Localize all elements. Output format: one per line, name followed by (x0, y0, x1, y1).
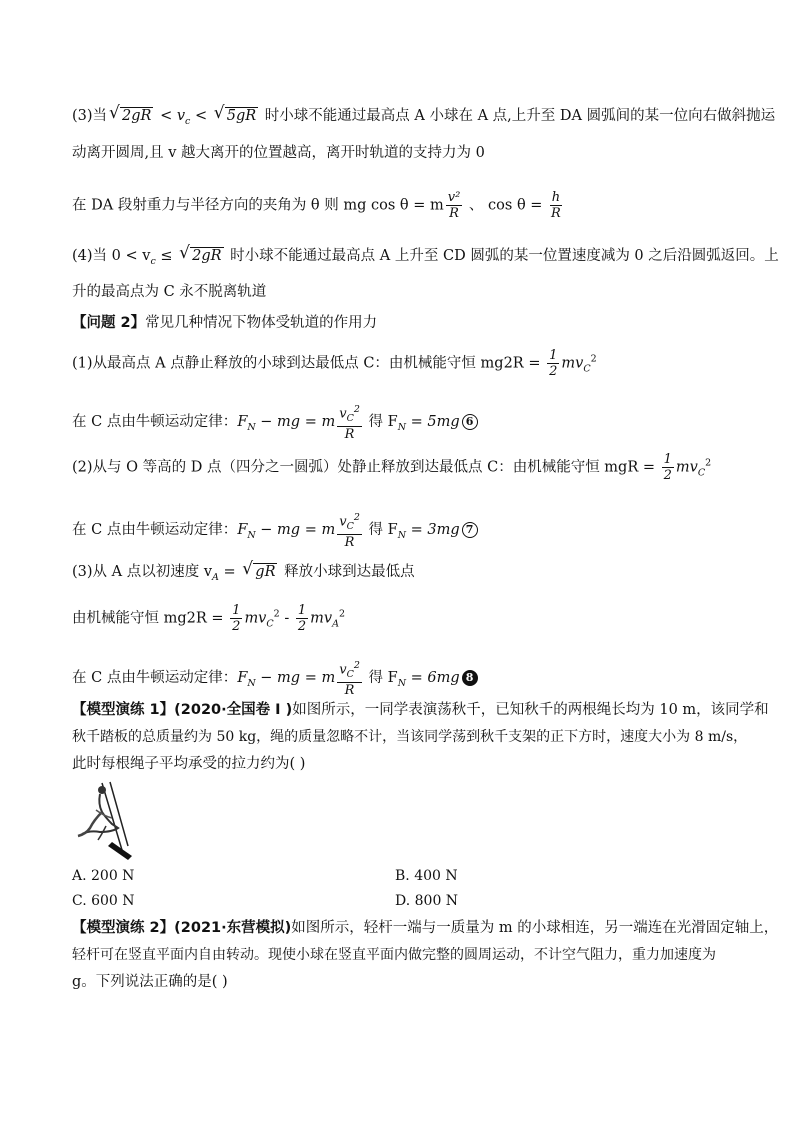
para-3-line1: (3)当√ $2gR < v_c$ < √ 5gR 时小球不能通过最高点 A 小球在 A 点,上升至 DA 圆弧间的某一位向右做斜抛运 (72, 106, 775, 132)
sqrt-2gR-4: √ 2gR (179, 246, 223, 266)
exercise-2-line2: 轻杆可在竖直平面内自由转动。现使小球在竖直平面内做完整的圆周运动，不计空气阻力，重力加速度为 (72, 947, 716, 963)
fraction-vc2-R-3: $\frac{v_C^2}{R}$ (339, 660, 360, 698)
q2-item-2: (2)从与 O 等高的 D 点（四分之一圆弧）处静止释放到达最低点 C：由机械能守恒 mgR = $\frac{1}{2}$ $mv_C^2$ (72, 452, 712, 483)
newton-eq-2: 在 C 点由牛顿运动定律：$F_N$ − mg = m $\frac{v_C^2}{R}$ 得 $F_N = 3mg$ 7 (72, 510, 478, 550)
option-d[interactable]: D. 800 N (395, 893, 459, 909)
circled-number-8-icon: 8 (462, 670, 478, 686)
sqrt-2gR: √ 2gR (109, 106, 153, 126)
fraction-vc2-R-2: $\frac{v_C^2}{R}$ (339, 512, 360, 550)
exercise-2-line1: 【模型演练 2】(2021·东营模拟)如图所示，轻杆一端与一质量为 m 的小球相连，另一端连在光滑固定轴上， (72, 920, 779, 936)
fraction-vc2-R: $\frac{v_C^2}{R}$ (339, 404, 360, 442)
option-b[interactable]: B. 400 N (395, 868, 458, 884)
circled-number-7-icon: 7 (462, 522, 478, 538)
fraction-half-3: $\frac{1}{2}$ (232, 603, 241, 634)
circled-number-6-icon: 6 (462, 414, 478, 430)
sqrt-gR: √ gR (242, 562, 277, 582)
fraction-half-2: $\frac{1}{2}$ (663, 452, 672, 483)
question-2-heading: 【问题 2】常见几种情况下物体受轨道的作用力 (72, 315, 378, 331)
exercise-1-line3: 此时每根绳子平均承受的拉力约为( ) (72, 756, 306, 772)
exercise-1-line1: 【模型演练 1】(2020·全国卷 I )如图所示，一同学表演荡秋千，已知秋千的两根绳长均为 10 m，该同学和 (72, 702, 769, 718)
fraction-half: $\frac{1}{2}$ (549, 348, 558, 379)
sqrt-5gR: √ 5gR (214, 106, 258, 126)
energy-eq-3: 由机械能守恒 mg2R = $\frac{1}{2}$ $mv_C^2$ - $\frac{1}{2}$ $mv_A^2$ (72, 603, 345, 634)
q2-item-3: (3)从 A 点以初速度 $v_A$ = √ gR 释放小球到达最低点 (72, 562, 415, 588)
option-c[interactable]: C. 600 N (72, 893, 135, 909)
option-a[interactable]: A. 200 N (72, 868, 135, 884)
fraction-half-4: $\frac{1}{2}$ (297, 603, 307, 634)
para-3-line2: 动离开圆周,且 v 越大离开的位置越高，离开时轨道的支持力为 0 (72, 145, 485, 161)
fraction-v2-R: $\frac{\text{v²}}{R}$ (447, 190, 461, 221)
swing-illustration (72, 780, 140, 862)
para-4-line1: (4)当 $0 < v_c$ ≤ √ 2gR 时小球不能通过最高点 A 上升至 CD 圆弧的某一位置速度减为 0 之后沿圆弧返回。上 (72, 246, 779, 272)
para-4-line2: 升的最高点为 C 永不脱离轨道 (72, 284, 267, 300)
newton-eq-3: 在 C 点由牛顿运动定律：$F_N$ − mg = m $\frac{v_C^2}{R}$ 得 $F_N = 6mg$ 8 (72, 658, 478, 698)
q2-item-1: (1)从最高点 A 点静止释放的小球到达最低点 C：由机械能守恒 mg2R = $\frac{1}{2}$ $mv_C^2$ (72, 348, 597, 379)
newton-eq-1: 在 C 点由牛顿运动定律：$F_N$ − mg = m $\frac{v_C^2}{R}$ 得 $F_N = 5mg$ 6 (72, 402, 478, 442)
exercise-1-line2: 秋千踏板的总质量约为 50 kg，绳的质量忽略不计，当该同学荡到秋千支架的正下方时，速度大小为 8 m/s， (72, 729, 748, 745)
da-line: 在 DA 段射重力与半径方向的夹角为 θ 则 mg cos θ = m $\frac{\text{v²}}{R}$ 、 cos θ = $\frac{h}{R}$ (72, 190, 561, 221)
exercise-2-line3: g。下列说法正确的是( ) (72, 974, 228, 990)
fraction-h-R: $\frac{h}{R}$ (551, 190, 561, 221)
